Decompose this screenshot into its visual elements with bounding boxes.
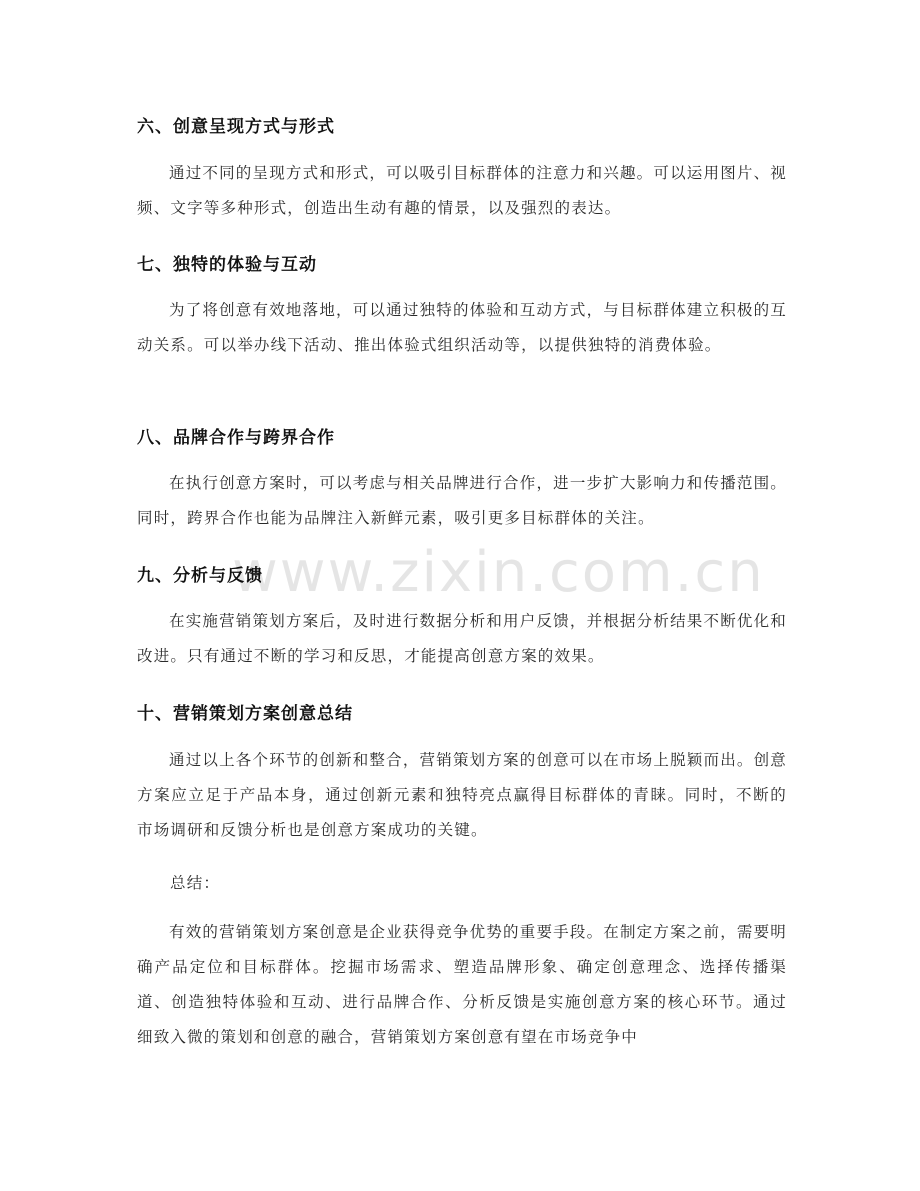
summary-label: 总结： [170,874,221,892]
section-heading-6: 六、创意呈现方式与形式 [137,117,335,137]
section-paragraph-10: 通过以上各个环节的创新和整合，营销策划方案的创意可以在市场上脱颖而出。创意方案应立足于产品本身，通过创新元素和独特亮点赢得目标群体的青睐。同时，不断的市场调研和反馈分析也是创意方案成功的关键。 [137,751,787,839]
summary-paragraph: 有效的营销策划方案创意是企业获得竞争优势的重要手段。在制定方案之前，需要明确产品定位和目标群体。挖掘市场需求、塑造品牌形象、确定创意理念、选择传播渠道、创造独特体验和互动、进行品牌合作、分析反馈是实施创意方案的核心环节。通过细致入微的策划和创意的融合，营销策划方案创意有望在市场竞争中 [137,923,787,1046]
section-paragraph-8: 在执行创意方案时，可以考虑与相关品牌进行合作，进一步扩大影响力和传播范围。同时，跨界合作也能为品牌注入新鲜元素，吸引更多目标群体的关注。 [137,474,787,527]
section-paragraph-9: 在实施营销策划方案后，及时进行数据分析和用户反馈，并根据分析结果不断优化和改进。只有通过不断的学习和反思，才能提高创意方案的效果。 [137,612,787,665]
section-heading-9: 九、分析与反馈 [137,566,263,586]
watermark: www.zixin.com.cn [232,540,765,605]
section-paragraph-6: 通过不同的呈现方式和形式，可以吸引目标群体的注意力和兴趣。可以运用图片、视频、文字等多种形式，创造出生动有趣的情景，以及强烈的表达。 [137,164,787,217]
section-heading-7: 七、独特的体验与互动 [137,255,317,275]
section-heading-8: 八、品牌合作与跨界合作 [137,428,335,448]
section-paragraph-7: 为了将创意有效地落地，可以通过独特的体验和互动方式，与目标群体建立积极的互动关系。可以举办线下活动、推出体验式组织活动等，以提供独特的消费体验。 [137,301,787,354]
section-heading-10: 十、营销策划方案创意总结 [137,704,353,724]
